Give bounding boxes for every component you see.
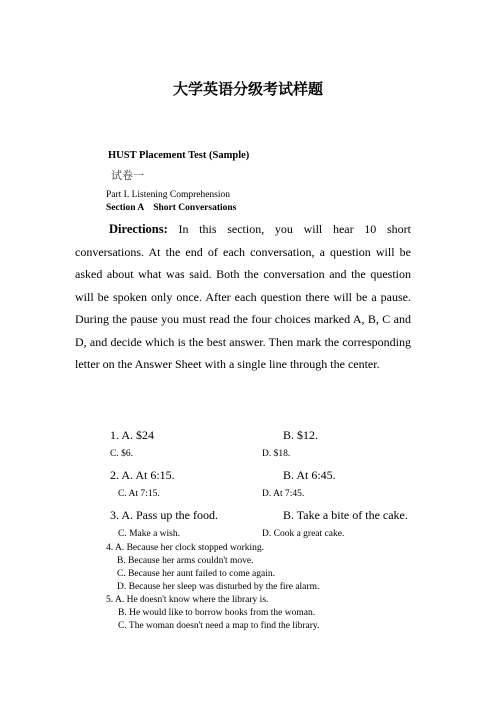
q3-option-a: 3. A. Pass up the food. [110, 508, 218, 522]
q2-option-a: 2. A. At 6:15. [110, 468, 175, 482]
q1-option-d: D. $18. [262, 449, 291, 459]
part-heading: Part I. Listening Comprehension [106, 190, 231, 200]
q5-option-a: 5. A. He doesn't know where the library is. [106, 595, 269, 605]
q3-option-b: B. Take a bite of the cake. [283, 508, 408, 522]
q2-option-d: D. At 7:45. [262, 489, 305, 499]
q5-option-b: B. He would like to borrow books from the woman. [118, 608, 316, 618]
q4-option-c: C. Because her aunt failed to come again. [117, 569, 276, 579]
test-subtitle: HUST Placement Test (Sample) [108, 150, 250, 161]
doc-title: 大学英语分级考试样题 [172, 80, 323, 98]
q4-option-a: 4. A. Because her clock stopped working. [106, 543, 265, 553]
section-heading: Section A Short Conversations [106, 203, 237, 213]
paper-label: 试卷一 [111, 169, 144, 182]
q1-option-a: 1. A. $24 [110, 428, 155, 442]
q1-option-b: B. $12. [283, 428, 319, 442]
directions-label: Directions: [109, 222, 168, 236]
q3-option-d: D. Cook a great cake. [262, 529, 345, 539]
q2-option-b: B. At 6:45. [283, 468, 336, 482]
directions-text: In this section, you will hear 10 short conversations. At the end of each conversation, a question will be asked about what was said. Both the conversation and the question will be spoken only once. After each question there will be a pause. During the pause you must read the four choices marked A, B, C and D, and decide which is the best answer. Then mark the corresponding letter on the Answer Sheet with a single line through the center. [75, 222, 411, 371]
q5-option-c: C. The woman doesn't need a map to find the library. [118, 621, 320, 631]
q3-option-c: C. Make a wish. [118, 529, 181, 539]
directions-paragraph [75, 218, 411, 376]
q4-option-d: D. Because her sleep was disturbed by the fire alarm. [117, 582, 320, 592]
q1-option-c: C. $6. [110, 449, 133, 459]
q4-option-b: B. Because her arms couldn't move. [117, 556, 254, 566]
q2-option-c: C. At 7:15. [118, 489, 160, 499]
